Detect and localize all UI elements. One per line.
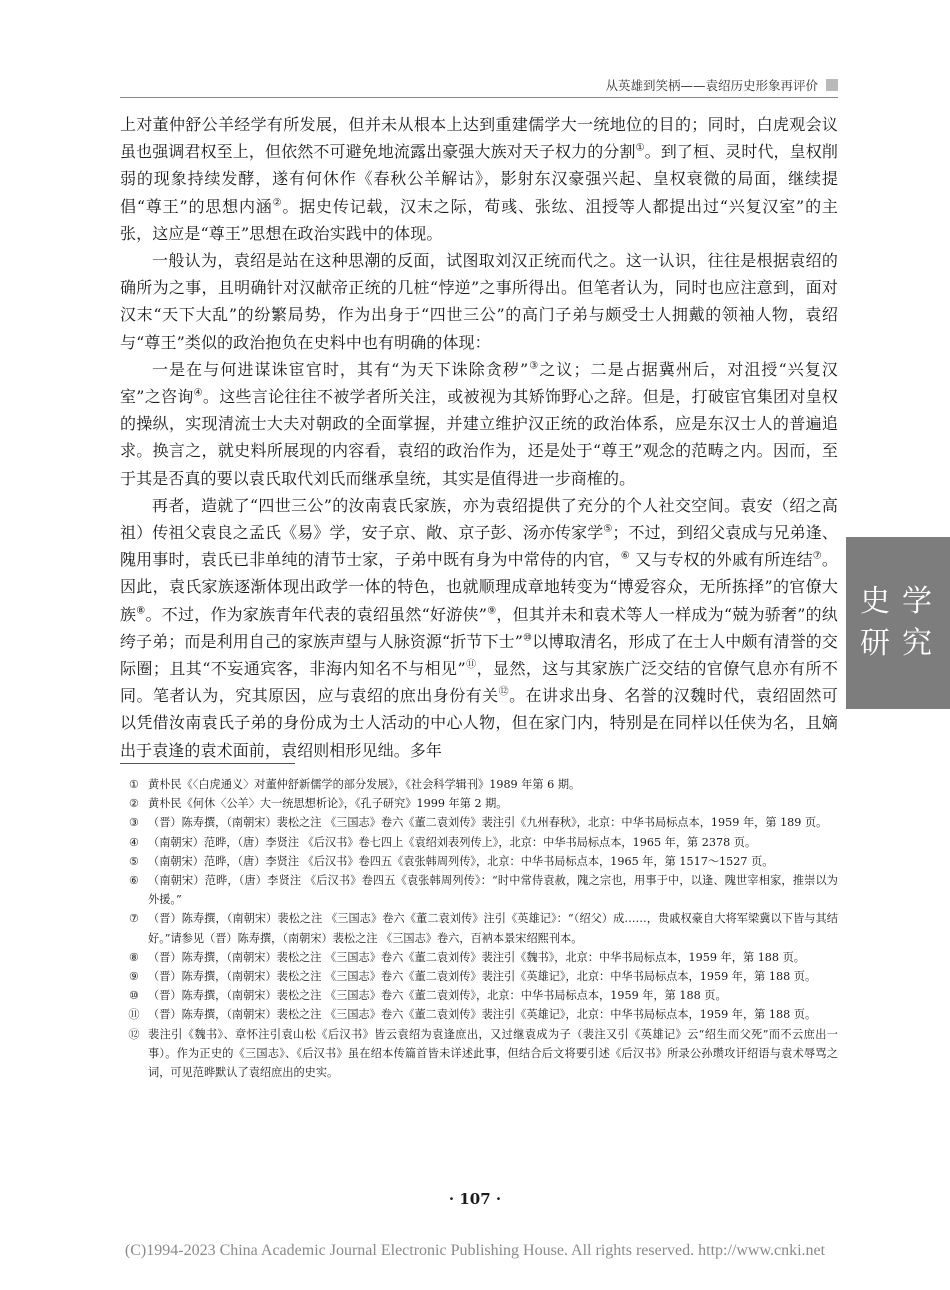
footnote-mark: ②: [128, 797, 140, 811]
header-rule: [120, 97, 838, 98]
footnote-item: [120, 813, 838, 832]
footnote-ref: ⑫: [498, 686, 510, 698]
running-title: 从英雄到笑柄——袁绍历史形象再评价: [605, 78, 818, 93]
paragraph-text: ；不过，到绍父袁成与兄弟逢、隗用事时，袁氏已非单纯的清节士家，子弟中既有身为中常侍的内官，: [120, 523, 838, 570]
footnote-rule: [120, 763, 295, 764]
footnote-item: [120, 775, 838, 794]
footnote-mark: ⑦: [128, 912, 140, 926]
paragraph-text: ，显然，这与其家族广泛交结的官僚气息亦有所不同。笔者认为，究其原因，应与袁绍的庶出身份有关: [120, 659, 838, 706]
paragraph-text: 之议；二是占据冀州后，对沮授“兴复汉室”之咨询: [120, 359, 838, 407]
footnote-ref: ①: [635, 142, 645, 154]
paragraph-text: 。这些言论往往不被学者所关注，或被视为其矫饰野心之辞。但是，打破宦官集团对皇权的操纵，实现清流士大夫对朝政的全面掌握，并建立维护汉正统的政治体系，应是东汉士人的普遍追求。换言之，就史料所展现的内容看，袁绍的政治作为，还是处于“尊王”观念的范畴之内。因而，至于其是否真的要以袁氏取代刘氏而继承皇统，其实是值得进一步商榷的。: [120, 387, 838, 488]
footnote-text: （晋）陈寿撰，（南朝宋）裴松之注 《三国志》卷六《董二袁刘传》裴注引《英雄记》，北京：中华书局标点本，1959 年，第 188 页。: [148, 1008, 817, 1022]
footnote-text: （南朝宋）范晔，（唐）李贤注 《后汉书》卷四五《袁张韩周列传》，北京：中华书局标点本，1965 年，第 1517～1527 页。: [148, 854, 774, 868]
footnote-item: [120, 1005, 838, 1024]
footnote-ref: ④: [193, 387, 203, 399]
article-body: [120, 111, 838, 764]
footnote-text: 黄朴民《何休〈公羊〉大一统思想析论》，《孔子研究》1999 年第 2 期。: [148, 797, 508, 811]
footnote-ref: ⑦: [812, 550, 822, 562]
section-tab-char: 究: [902, 626, 936, 661]
footnote-mark: ①: [128, 778, 140, 791]
footnote-item: [120, 794, 838, 813]
section-tab-char: 学: [902, 584, 936, 619]
running-header: [605, 76, 838, 94]
footnote-text: 裴注引《魏书》、章怀注引袁山松《后汉书》皆云袁绍为袁逢庶出，又过继袁成为子（裴注又引《英雄记》云“绍生而父死”而不云庶出一事）。作为正史的《三国志》、《后汉书》虽在绍本传篇首皆未详述此事，但结合后文将要引述《后汉书》所录公孙瓒攻讦绍语与袁术辱骂之词，可见范晔默认了袁绍庶出的史实。: [148, 1027, 838, 1080]
footnote-mark: ⑫: [128, 1027, 140, 1041]
footnote-ref: ⑥: [620, 550, 630, 562]
footnotes: [120, 775, 838, 1082]
footnote-mark: ⑨: [128, 970, 140, 984]
footnote-ref: ⑧: [136, 605, 146, 617]
footnote-text: 黄朴民《〈白虎通义〉对董仲舒新儒学的部分发展》，《社会科学辑刊》1989 年第 6 期。: [148, 778, 581, 791]
section-tab-char: 研: [860, 626, 894, 661]
footnote-mark: ③: [128, 816, 140, 830]
header-square-icon: [826, 79, 838, 91]
paragraph: [120, 247, 838, 356]
footnote-text: （晋）陈寿撰，（南朝宋）裴松之注 《三国志》卷六《董二袁刘传》注引《英雄记》：“（绍父）成……，贵戚权豪自大将军梁冀以下皆与其结好。”请参见（晋）陈寿撰，（南朝宋）裴松之注 《三国志》卷六，百衲本景宋绍熙刊本。: [148, 912, 838, 945]
footnote-mark: ④: [128, 835, 140, 849]
footnote-ref: ②: [272, 197, 283, 209]
footnote-mark: ⑪: [128, 1008, 140, 1022]
footnote-item: [120, 852, 838, 871]
paragraph-text: 又与专权的外戚有所连结: [629, 550, 813, 570]
footnote-item: [120, 986, 838, 1005]
footnote-text: （南朝宋）范晔，（唐）李贤注 《后汉书》卷七四上《袁绍刘表列传上》，北京：中华书局标点本，1965 年，第 2378 页。: [148, 835, 757, 849]
paragraph: [120, 356, 838, 492]
footnote-item: [120, 1025, 838, 1083]
footnote-text: （晋）陈寿撰，（南朝宋）裴松之注 《三国志》卷六《董二袁刘传》裴注引《魏书》，北京：中华书局标点本，1959 年，第 188 页。: [148, 950, 805, 964]
paragraph-text: ，但其并未和袁术等人一样成为“兢为骄奢”的纨绔子弟；而是利用自己的家族声望与人脉资源“折节下士”: [120, 604, 838, 651]
paragraph-text: 。不过，作为家族青年代表的袁绍虽然“好游侠”: [145, 604, 488, 624]
paragraph-text: 。因此，袁氏家族逐渐体现出政学一体的特色，也就顺理成章地转变为“博爱容众，无所拣择”的官僚大族: [120, 550, 838, 624]
footnote-text: （南朝宋）范晔，（唐）李贤注 《后汉书》卷四五《袁张韩周列传》：“时中常侍袁赦，隗之宗也，用事于中，以逢、隗世宰相家，推崇以为外援。”: [148, 874, 838, 907]
paragraph: [120, 492, 838, 764]
footnote-ref: ⑤: [603, 523, 613, 535]
footnote-item: [120, 967, 838, 986]
section-tab: [846, 537, 950, 709]
footnote-ref: ⑪: [465, 659, 477, 671]
footnote-item: [120, 871, 838, 909]
paragraph-text: 一是在与何进谋诛宦官时，其有“为天下诛除贪秽”: [152, 359, 529, 379]
paragraph-text: 。到了桓、灵时代，皇权削弱的现象持续发酵，遂有何休作《春秋公羊解诂》，影射东汉豪强兴起、皇权衰微的局面，继续提倡“尊王”的思想内涵: [120, 142, 838, 216]
footnote-text: （晋）陈寿撰，（南朝宋）裴松之注 《三国志》卷六《董二袁刘传》，北京：中华书局标点本，1959 年，第 188 页。: [148, 989, 727, 1003]
copyright-notice: (C)1994-2023 China Academic Journal Electronic Publishing House. All rights reserved. http://www.cnki.net: [124, 1242, 826, 1259]
page-number: · 107 ·: [448, 1190, 502, 1208]
paragraph-text: 。在讲求出身、名誉的汉魏时代，袁绍固然可以凭借汝南袁氏子弟的身份成为士人活动的中心人物，但在家门内，特别是在同样以任侠为名，且嫡出于袁逢的袁术面前，袁绍则相形见绌。多年: [120, 686, 838, 760]
paragraph-text: 再者，造就了“四世三公”的汝南袁氏家族，亦为袁绍提供了充分的个人社交空间。袁安（绍之高祖）传祖父袁良之孟氏《易》学，安子京、敞、京子彭、汤亦传家学: [120, 495, 838, 543]
footnote-ref: ⑩: [523, 632, 533, 644]
paragraph-text: 上对董仲舒公羊经学有所发展，但并未从根本上达到重建儒学大一统地位的目的；同时，白虎观会议虽也强调君权至上，但依然不可避免地流露出豪强大族对天子权力的分割: [120, 115, 838, 162]
footnote-item: [120, 909, 838, 947]
footnote-item: [120, 948, 838, 967]
footnote-text: （晋）陈寿撰，（南朝宋）裴松之注 《三国志》卷六《董二袁刘传》裴注引《九州春秋》，北京：中华书局标点本，1959 年，第 189 页。: [148, 816, 828, 830]
paragraph: [120, 111, 838, 247]
paragraph-text: 以博取清名，形成了在士人中颇有清誉的交际圈；且其“不妄通宾客，非海内知名不与相见”: [120, 631, 838, 679]
paragraph-text: 一般认为，袁绍是站在这种思潮的反面，试图取刘汉正统而代之。这一认识，往往是根据袁绍的确所为之事，且明确针对汉献帝正统的几桩“悖逆”之事所得出。但笔者认为，同时也应注意到，面对汉末“天下大乱”的纷繁局势，作为出身于“四世三公”的高门子弟与颇受士人拥戴的领袖人物，袁绍与“尊王”类似的政治抱负在史料中也有明确的体现：: [120, 251, 838, 352]
footnote-mark: ⑥: [128, 874, 140, 888]
footnote-ref: ⑨: [487, 605, 497, 617]
footnote-ref: ③: [528, 360, 540, 372]
footnote-mark: ⑧: [128, 950, 140, 964]
paragraph-text: 。据史传记载，汉末之际，荀彧、张纮、沮授等人都提出过“兴复汉室”的主张，这应是“尊王”思想在政治实践中的体现。: [120, 196, 838, 243]
footnote-mark: ⑤: [128, 854, 140, 868]
footnote-mark: ⑩: [128, 989, 140, 1003]
footnote-text: （晋）陈寿撰，（南朝宋）裴松之注 《三国志》卷六《董二袁刘传》裴注引《英雄记》，北京：中华书局标点本，1959 年，第 188 页。: [148, 970, 817, 984]
section-tab-char: 史: [860, 584, 894, 619]
footnote-item: [120, 833, 838, 852]
